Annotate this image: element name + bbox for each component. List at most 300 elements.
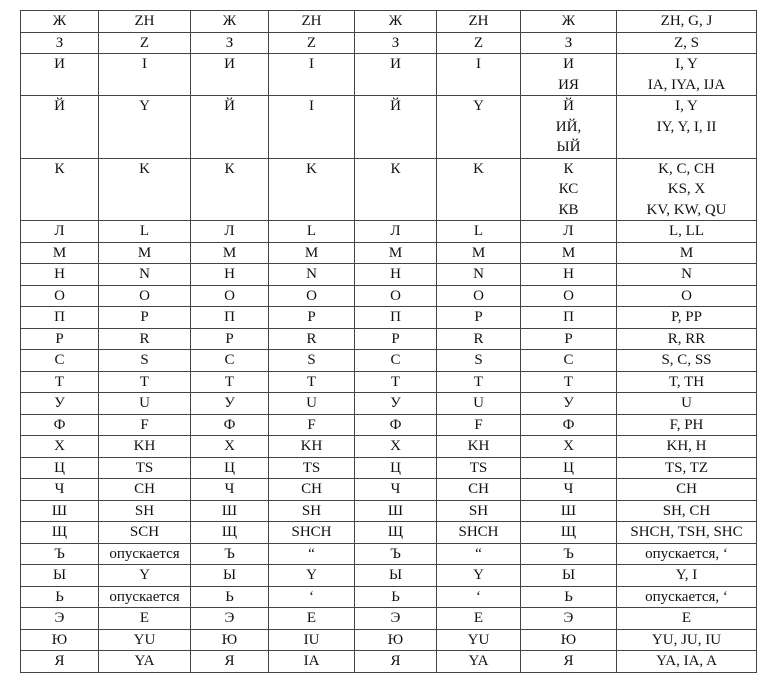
table-cell-cyrillic-1	[21, 651, 99, 673]
cell-text: T	[306, 373, 317, 390]
table-cell-latin-1	[99, 54, 191, 96]
table-cell-latin-1	[99, 393, 191, 415]
cell-text: Й	[54, 98, 65, 114]
table-cell-latin-3	[437, 242, 521, 264]
table-cell-cyrillic-3	[355, 158, 437, 221]
cell-text: С	[563, 352, 574, 368]
table-cell-latin-4	[617, 436, 757, 458]
table-cell-cyrillic-4	[521, 565, 617, 587]
cell-text: И	[54, 56, 65, 72]
table-cell-latin-3	[437, 32, 521, 54]
cell-text: С	[54, 352, 65, 368]
cell-text: I	[476, 56, 481, 72]
table-cell-cyrillic-3	[355, 221, 437, 243]
table-cell-cyrillic-2	[191, 543, 269, 565]
table-cell-latin-4	[617, 629, 757, 651]
cell-text: ИЯ	[558, 76, 579, 93]
table-cell-cyrillic-2	[191, 393, 269, 415]
table-cell-cyrillic-2	[191, 158, 269, 221]
table-cell-cyrillic-1	[21, 96, 99, 159]
table-cell-latin-3	[437, 96, 521, 159]
cell-text: Й	[224, 98, 235, 114]
cell-text: TS, TZ	[664, 459, 709, 476]
cell-text: Ы	[52, 567, 67, 583]
cell-text: M	[304, 244, 319, 261]
cell-text: KH	[300, 438, 323, 454]
cell-text: S	[140, 352, 149, 368]
cell-text: КС	[558, 181, 579, 197]
table-cell-latin-1	[99, 457, 191, 479]
table-cell-cyrillic-2	[191, 11, 269, 33]
cell-text: R	[139, 330, 150, 347]
table-cell-latin-1	[99, 158, 191, 221]
cell-text: П	[390, 309, 401, 325]
table-cell-latin-4	[617, 457, 757, 479]
cell-text: Щ	[51, 524, 68, 540]
table-cell-cyrillic-2	[191, 371, 269, 393]
cell-text: Y	[473, 98, 484, 114]
table-cell-latin-2	[269, 629, 355, 651]
table-cell-cyrillic-4	[521, 54, 617, 96]
cell-text: Й	[390, 98, 401, 114]
table-cell-latin-2	[269, 414, 355, 436]
table-cell-cyrillic-2	[191, 479, 269, 501]
table-row	[21, 371, 757, 393]
table-cell-cyrillic-4	[521, 522, 617, 544]
cell-text: E	[473, 610, 484, 626]
table-cell-cyrillic-3	[355, 608, 437, 630]
table-cell-latin-2	[269, 96, 355, 159]
table-cell-latin-4	[617, 393, 757, 415]
cell-text: F	[140, 416, 149, 433]
transliteration-table	[20, 10, 757, 673]
table-row	[21, 221, 757, 243]
table-cell-latin-4	[617, 307, 757, 329]
table-cell-latin-4	[617, 479, 757, 501]
cell-text: R, RR	[667, 330, 706, 347]
table-cell-cyrillic-2	[191, 651, 269, 673]
table-cell-cyrillic-3	[355, 457, 437, 479]
table-cell-cyrillic-3	[355, 651, 437, 673]
table-cell-latin-3	[437, 629, 521, 651]
table-cell-cyrillic-1	[21, 457, 99, 479]
cell-text: ‘	[309, 588, 314, 605]
table-row	[21, 350, 757, 372]
cell-text: T, TH	[668, 373, 705, 390]
cell-text: SHCH, TSH, SHC	[630, 524, 743, 540]
cell-text: М	[52, 244, 67, 261]
cell-text: TS	[469, 459, 488, 476]
table-cell-latin-3	[437, 158, 521, 221]
table-row	[21, 242, 757, 264]
cell-text: Y	[139, 567, 150, 583]
table-cell-latin-2	[269, 522, 355, 544]
table-cell-latin-2	[269, 500, 355, 522]
cell-text: ZH	[134, 13, 155, 29]
cell-text: P	[307, 309, 316, 325]
table-row	[21, 32, 757, 54]
table-cell-cyrillic-2	[191, 285, 269, 307]
cell-text: Щ	[387, 524, 404, 540]
cell-text: KH	[133, 438, 156, 454]
table-body	[21, 11, 757, 673]
cell-text: Ю	[387, 631, 404, 648]
table-cell-latin-4	[617, 96, 757, 159]
table-cell-latin-4	[617, 414, 757, 436]
table-cell-latin-1	[99, 651, 191, 673]
cell-text: IU	[303, 631, 320, 648]
cell-text: N	[473, 266, 484, 282]
cell-text: Y	[306, 567, 317, 583]
table-cell-latin-3	[437, 543, 521, 565]
cell-text: Ы	[561, 567, 576, 583]
cell-text: O	[306, 287, 317, 304]
table-cell-latin-2	[269, 457, 355, 479]
cell-text: О	[390, 287, 401, 304]
cell-text: С	[390, 352, 401, 368]
table-cell-latin-2	[269, 242, 355, 264]
cell-text: З	[564, 34, 573, 51]
cell-text: CH	[676, 481, 697, 497]
table-row	[21, 586, 757, 608]
table-cell-latin-3	[437, 307, 521, 329]
cell-text: С	[224, 352, 235, 368]
table-cell-cyrillic-1	[21, 629, 99, 651]
cell-text: И	[224, 56, 235, 72]
cell-text: Т	[54, 373, 65, 390]
table-row	[21, 264, 757, 286]
table-cell-latin-2	[269, 328, 355, 350]
cell-text: SH, CH	[662, 502, 711, 519]
cell-text: П	[224, 309, 235, 325]
table-row	[21, 436, 757, 458]
cell-text: F, PH	[669, 416, 704, 433]
cell-text: R	[473, 330, 484, 347]
table-cell-latin-4	[617, 608, 757, 630]
table-cell-latin-1	[99, 221, 191, 243]
table-cell-latin-1	[99, 264, 191, 286]
table-cell-cyrillic-4	[521, 457, 617, 479]
table-cell-latin-4	[617, 54, 757, 96]
table-cell-latin-4	[617, 350, 757, 372]
cell-text: L	[139, 223, 150, 239]
table-cell-cyrillic-4	[521, 543, 617, 565]
table-cell-cyrillic-4	[521, 11, 617, 33]
cell-text: Ц	[563, 459, 574, 476]
cell-text: З	[225, 34, 234, 51]
table-cell-cyrillic-2	[191, 264, 269, 286]
cell-text: Ш	[221, 502, 238, 519]
table-cell-cyrillic-3	[355, 393, 437, 415]
cell-text: Л	[390, 223, 401, 239]
table-cell-latin-3	[437, 457, 521, 479]
table-cell-latin-3	[437, 264, 521, 286]
table-cell-cyrillic-1	[21, 242, 99, 264]
cell-text: S	[474, 352, 483, 368]
table-cell-latin-4	[617, 264, 757, 286]
cell-text: P, PP	[671, 309, 702, 325]
table-cell-cyrillic-4	[521, 436, 617, 458]
cell-text: Ф	[562, 416, 575, 433]
cell-text: Ч	[390, 481, 401, 497]
cell-text: О	[224, 287, 235, 304]
cell-text: Ч	[54, 481, 65, 497]
cell-text: П	[54, 309, 65, 325]
cell-text: Ж	[388, 13, 403, 29]
table-cell-cyrillic-2	[191, 608, 269, 630]
table-cell-latin-3	[437, 328, 521, 350]
cell-text: Л	[54, 223, 65, 239]
cell-text: Щ	[221, 524, 238, 540]
table-cell-cyrillic-1	[21, 436, 99, 458]
cell-text: Ф	[389, 416, 402, 433]
cell-text: KV, KW, QU	[646, 201, 727, 218]
table-cell-cyrillic-3	[355, 285, 437, 307]
table-row	[21, 307, 757, 329]
cell-text: Ъ	[390, 545, 401, 562]
table-cell-latin-3	[437, 608, 521, 630]
cell-text: Х	[224, 438, 235, 454]
table-row	[21, 500, 757, 522]
cell-text: L, LL	[669, 223, 704, 239]
table-cell-latin-2	[269, 393, 355, 415]
cell-text: Л	[224, 223, 235, 239]
table-cell-cyrillic-2	[191, 436, 269, 458]
cell-text: Я	[54, 653, 65, 669]
cell-text: опускается, ‘	[645, 588, 728, 605]
cell-text: K, C, CH	[658, 160, 715, 177]
cell-text: I, Y	[675, 98, 698, 114]
table-row	[21, 629, 757, 651]
cell-text: K	[139, 160, 150, 177]
cell-text: опускается, ‘	[645, 545, 728, 562]
cell-text: Ю	[221, 631, 238, 648]
table-cell-cyrillic-2	[191, 500, 269, 522]
cell-text: Ь	[564, 588, 573, 605]
table-cell-latin-3	[437, 285, 521, 307]
table-cell-cyrillic-1	[21, 608, 99, 630]
table-cell-cyrillic-3	[355, 543, 437, 565]
table-cell-cyrillic-1	[21, 350, 99, 372]
table-cell-latin-2	[269, 608, 355, 630]
cell-text: З	[391, 34, 400, 51]
cell-text: S	[307, 352, 316, 368]
table-cell-cyrillic-2	[191, 242, 269, 264]
cell-text: КВ	[558, 201, 579, 218]
cell-text: KS, X	[667, 181, 706, 197]
cell-text: YU, JU, IU	[651, 631, 722, 648]
cell-text: Ч	[563, 481, 574, 497]
cell-text: К	[563, 160, 574, 177]
cell-text: I, Y	[675, 56, 698, 72]
cell-text: Y, I	[675, 567, 698, 583]
table-cell-latin-4	[617, 651, 757, 673]
table-cell-cyrillic-3	[355, 565, 437, 587]
table-cell-latin-2	[269, 350, 355, 372]
table-cell-cyrillic-4	[521, 629, 617, 651]
table-cell-cyrillic-1	[21, 54, 99, 96]
cell-text: Й	[563, 98, 574, 114]
cell-text: ZH, G, J	[660, 13, 713, 29]
table-cell-latin-1	[99, 586, 191, 608]
table-cell-latin-1	[99, 96, 191, 159]
table-cell-latin-4	[617, 32, 757, 54]
table-cell-latin-2	[269, 543, 355, 565]
cell-text: Ь	[55, 588, 64, 605]
cell-text: “	[308, 545, 315, 562]
table-cell-cyrillic-4	[521, 586, 617, 608]
table-cell-cyrillic-1	[21, 307, 99, 329]
table-cell-cyrillic-2	[191, 96, 269, 159]
table-cell-latin-1	[99, 285, 191, 307]
cell-text: P	[140, 309, 149, 325]
cell-text: Z, S	[673, 34, 699, 51]
cell-text: М	[222, 244, 237, 261]
cell-text: Ы	[222, 567, 237, 583]
table-cell-cyrillic-1	[21, 586, 99, 608]
cell-text: Х	[390, 438, 401, 454]
table-cell-cyrillic-1	[21, 221, 99, 243]
table-cell-cyrillic-4	[521, 414, 617, 436]
cell-text: М	[561, 244, 576, 261]
cell-text: Э	[54, 610, 65, 626]
cell-text: Ы	[388, 567, 403, 583]
cell-text: U	[473, 395, 484, 411]
cell-text: T	[473, 373, 484, 390]
table-cell-cyrillic-2	[191, 307, 269, 329]
cell-text: K	[306, 160, 317, 177]
table-row	[21, 522, 757, 544]
cell-text: KH, H	[666, 438, 707, 454]
table-cell-cyrillic-4	[521, 285, 617, 307]
cell-text: Y	[139, 98, 150, 114]
table-row	[21, 565, 757, 587]
table-cell-cyrillic-4	[521, 350, 617, 372]
table-cell-cyrillic-4	[521, 158, 617, 221]
table-cell-latin-2	[269, 285, 355, 307]
table-cell-latin-4	[617, 586, 757, 608]
table-cell-latin-1	[99, 629, 191, 651]
cell-text: YA, IA, A	[656, 653, 717, 669]
cell-text: Ц	[54, 459, 65, 476]
cell-text: Ж	[52, 13, 67, 29]
cell-text: TS	[302, 459, 321, 476]
cell-text: Ш	[560, 502, 577, 519]
cell-text: CH	[301, 481, 322, 497]
cell-text: I	[309, 56, 314, 72]
table-cell-latin-2	[269, 651, 355, 673]
cell-text: П	[563, 309, 574, 325]
cell-text: KH	[467, 438, 490, 454]
cell-text: L	[473, 223, 484, 239]
cell-text: И	[390, 56, 401, 72]
cell-text: U	[306, 395, 317, 411]
table-cell-cyrillic-3	[355, 307, 437, 329]
cell-text: Ф	[53, 416, 66, 433]
cell-text: I	[309, 98, 314, 114]
table-cell-latin-3	[437, 414, 521, 436]
cell-text: Ь	[391, 588, 400, 605]
table-cell-cyrillic-3	[355, 436, 437, 458]
cell-text: SH	[134, 502, 155, 519]
table-cell-latin-1	[99, 608, 191, 630]
cell-text: SHCH	[458, 524, 499, 540]
table-cell-latin-4	[617, 285, 757, 307]
cell-text: Щ	[560, 524, 577, 540]
cell-text: Z	[139, 34, 150, 51]
cell-text: Ь	[225, 588, 234, 605]
table-cell-latin-2	[269, 371, 355, 393]
cell-text: Н	[54, 266, 65, 282]
table-row	[21, 457, 757, 479]
table-cell-cyrillic-1	[21, 479, 99, 501]
table-cell-cyrillic-3	[355, 479, 437, 501]
cell-text: I	[142, 56, 147, 72]
cell-text: IA, IYA, IJA	[647, 76, 726, 93]
table-cell-latin-1	[99, 242, 191, 264]
table-cell-cyrillic-4	[521, 328, 617, 350]
cell-text: К	[224, 160, 235, 177]
cell-text: S, C, SS	[661, 352, 712, 368]
table-cell-latin-2	[269, 436, 355, 458]
table-cell-latin-3	[437, 479, 521, 501]
table-cell-cyrillic-3	[355, 328, 437, 350]
cell-text: Ш	[387, 502, 404, 519]
table-cell-latin-4	[617, 522, 757, 544]
table-cell-cyrillic-3	[355, 32, 437, 54]
table-cell-latin-3	[437, 371, 521, 393]
table-cell-latin-3	[437, 393, 521, 415]
table-cell-latin-3	[437, 436, 521, 458]
table-row	[21, 414, 757, 436]
table-cell-cyrillic-3	[355, 371, 437, 393]
table-cell-latin-1	[99, 11, 191, 33]
cell-text: Т	[390, 373, 401, 390]
table-cell-latin-1	[99, 32, 191, 54]
table-cell-latin-4	[617, 371, 757, 393]
table-cell-latin-1	[99, 436, 191, 458]
cell-text: Т	[563, 373, 574, 390]
cell-text: U	[681, 395, 692, 411]
table-cell-cyrillic-3	[355, 11, 437, 33]
cell-text: Р	[225, 330, 234, 347]
table-cell-latin-4	[617, 500, 757, 522]
cell-text: У	[224, 395, 235, 411]
table-cell-cyrillic-1	[21, 285, 99, 307]
cell-text: N	[681, 266, 692, 282]
cell-text: Ж	[222, 13, 237, 29]
cell-text: “	[475, 545, 482, 562]
cell-text: Я	[224, 653, 235, 669]
table-cell-cyrillic-2	[191, 629, 269, 651]
table-cell-latin-1	[99, 543, 191, 565]
table-cell-latin-3	[437, 565, 521, 587]
table-row	[21, 54, 757, 96]
table-cell-cyrillic-4	[521, 221, 617, 243]
cell-text: CH	[468, 481, 489, 497]
table-row	[21, 11, 757, 33]
cell-text: SHCH	[291, 524, 332, 540]
cell-text: Р	[55, 330, 64, 347]
table-row	[21, 479, 757, 501]
table-cell-latin-4	[617, 565, 757, 587]
table-cell-latin-3	[437, 54, 521, 96]
cell-text: Э	[390, 610, 401, 626]
table-cell-cyrillic-2	[191, 328, 269, 350]
cell-text: М	[388, 244, 403, 261]
cell-text: У	[563, 395, 574, 411]
cell-text: ЫЙ	[556, 139, 581, 155]
